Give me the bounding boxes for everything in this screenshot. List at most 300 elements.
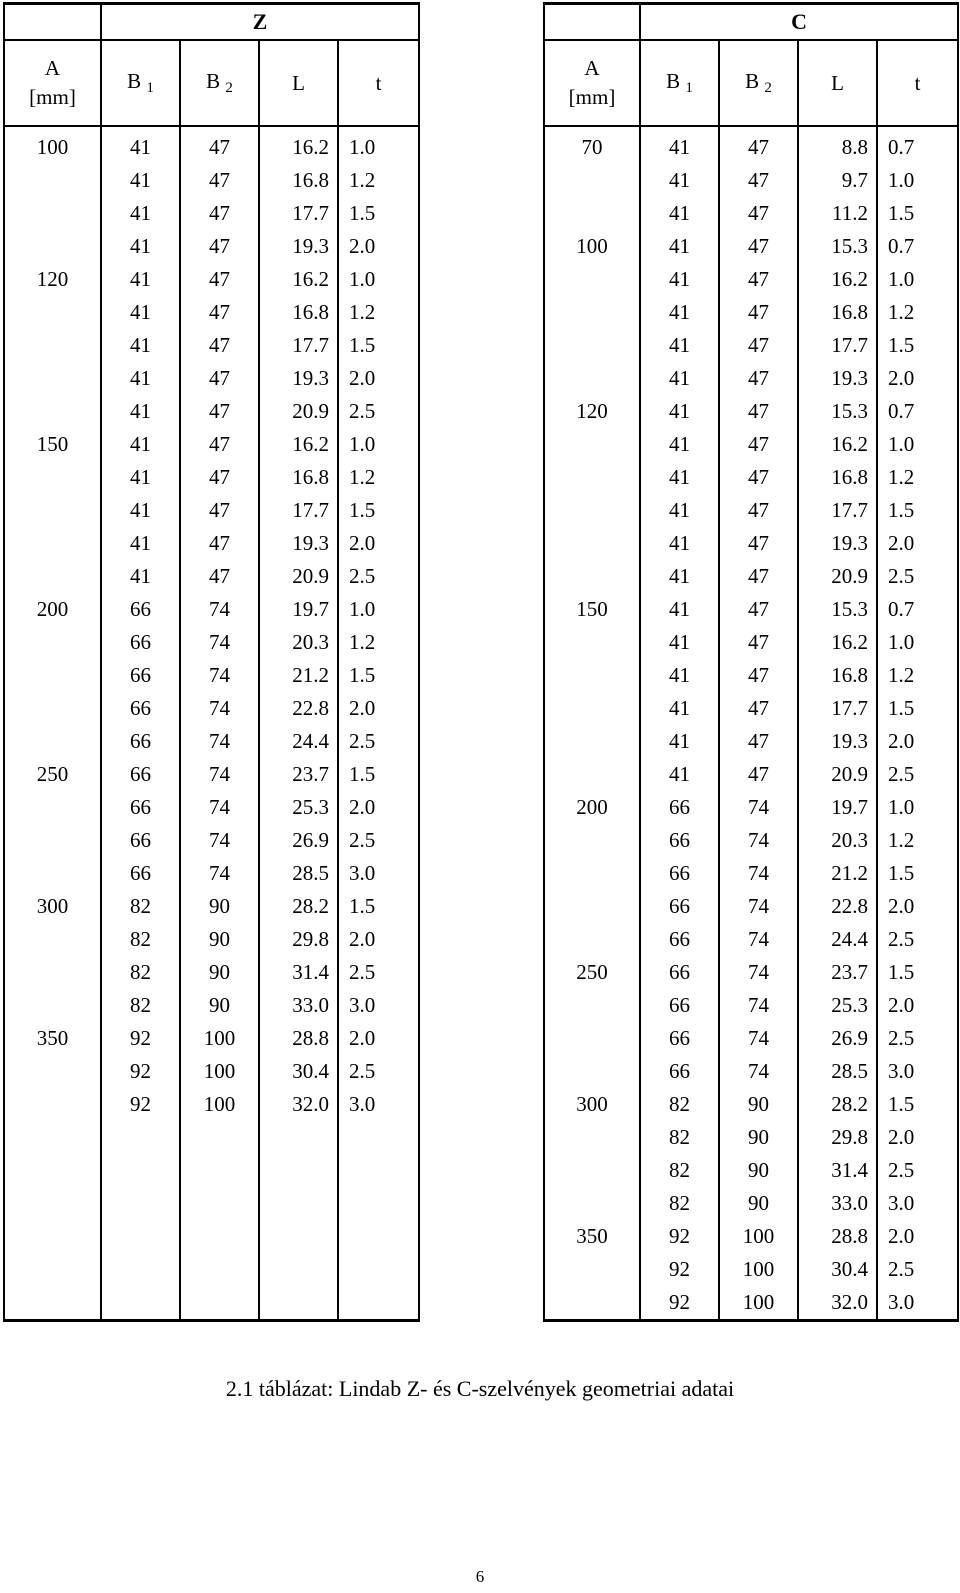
cell-b2: 47	[719, 197, 798, 230]
cell-t: 2.5	[338, 824, 419, 857]
cell-l: 28.2	[798, 1088, 877, 1121]
cell-b1: 66	[101, 593, 180, 626]
cell-b2: 47	[719, 164, 798, 197]
cell-b2: 47	[719, 626, 798, 659]
cell-l: 20.3	[259, 626, 338, 659]
cell-t: 1.2	[877, 824, 958, 857]
cell-l: 26.9	[798, 1022, 877, 1055]
cell-l: 16.2	[259, 428, 338, 461]
header-l: L	[798, 40, 877, 126]
cell-t: 1.0	[338, 263, 419, 296]
table-row	[544, 824, 958, 857]
cell-l: 19.3	[259, 527, 338, 560]
cell-b2: 90	[180, 989, 259, 1022]
table-row	[544, 461, 958, 494]
cell-b2: 47	[719, 692, 798, 725]
cell-b2: 47	[719, 527, 798, 560]
cell-b1	[101, 1154, 180, 1187]
table-row	[544, 1220, 958, 1253]
cell-a	[4, 296, 101, 329]
table-row	[4, 527, 419, 560]
cell-l: 16.2	[798, 263, 877, 296]
page-number: 6	[475, 1567, 485, 1586]
table-row	[544, 659, 958, 692]
cell-t: 2.5	[877, 1022, 958, 1055]
table-row	[544, 1154, 958, 1187]
table-row	[544, 230, 958, 263]
cell-l: 28.5	[259, 857, 338, 890]
table-row	[4, 956, 419, 989]
cell-t: 2.0	[877, 725, 958, 758]
cell-l: 19.7	[259, 593, 338, 626]
cell-b2: 47	[719, 329, 798, 362]
cell-l: 19.7	[798, 791, 877, 824]
cell-b2	[180, 1220, 259, 1253]
cell-a	[4, 791, 101, 824]
table-row	[544, 560, 958, 593]
cell-l: 25.3	[798, 989, 877, 1022]
table-row	[544, 296, 958, 329]
cell-a: 350	[544, 1220, 640, 1253]
cell-t: 2.0	[338, 362, 419, 395]
cell-t: 2.5	[877, 560, 958, 593]
cell-b1: 41	[640, 725, 719, 758]
cell-t: 1.2	[877, 659, 958, 692]
cell-l: 30.4	[798, 1253, 877, 1286]
cell-t: 1.5	[877, 1088, 958, 1121]
cell-a	[4, 164, 101, 197]
cell-t: 1.5	[877, 197, 958, 230]
cell-t: 1.5	[877, 956, 958, 989]
cell-t: 1.5	[877, 494, 958, 527]
cell-b1: 66	[640, 890, 719, 923]
cell-t: 1.0	[338, 131, 419, 164]
cell-t: 1.2	[877, 461, 958, 494]
cell-b1: 41	[640, 329, 719, 362]
cell-b2: 74	[719, 791, 798, 824]
cell-t: 2.0	[338, 791, 419, 824]
cell-t: 2.5	[338, 395, 419, 428]
cell-t: 1.0	[877, 164, 958, 197]
cell-t: 1.5	[338, 890, 419, 923]
cell-a	[544, 923, 640, 956]
cell-t: 2.0	[338, 923, 419, 956]
cell-b2: 74	[719, 1022, 798, 1055]
cell-l: 30.4	[259, 1055, 338, 1088]
cell-b1: 82	[640, 1088, 719, 1121]
cell-l: 11.2	[798, 197, 877, 230]
cell-t: 2.0	[338, 692, 419, 725]
cell-l: 16.8	[259, 461, 338, 494]
cell-b1: 66	[640, 989, 719, 1022]
cell-a	[4, 857, 101, 890]
cell-a	[4, 824, 101, 857]
cell-b2: 47	[719, 428, 798, 461]
cell-t: 1.5	[877, 692, 958, 725]
cell-a	[544, 659, 640, 692]
table-row	[544, 1286, 958, 1321]
cell-b2: 90	[180, 923, 259, 956]
cell-l: 32.0	[798, 1286, 877, 1321]
cell-b2: 74	[719, 890, 798, 923]
table-row	[4, 1253, 419, 1286]
cell-a	[4, 1154, 101, 1187]
table-row	[544, 197, 958, 230]
table-row	[544, 692, 958, 725]
cell-b1: 66	[101, 857, 180, 890]
table-caption: 2.1 táblázat: Lindab Z- és C-szelvények geometriai adatai	[225, 1376, 735, 1401]
cell-b2: 100	[180, 1088, 259, 1121]
cell-a: 200	[4, 593, 101, 626]
cell-b2: 100	[719, 1286, 798, 1321]
cell-a	[4, 395, 101, 428]
cell-t: 2.0	[877, 890, 958, 923]
cell-t: 2.5	[338, 1055, 419, 1088]
cell-b2: 74	[180, 626, 259, 659]
cell-b1: 66	[101, 659, 180, 692]
cell-l: 16.8	[259, 296, 338, 329]
cell-b2: 90	[719, 1187, 798, 1220]
cell-t: 1.2	[338, 164, 419, 197]
cell-t: 2.0	[877, 1121, 958, 1154]
cell-a	[4, 626, 101, 659]
cell-b2: 47	[719, 362, 798, 395]
cell-a	[4, 560, 101, 593]
cell-b1: 41	[640, 626, 719, 659]
cell-l: 20.9	[798, 758, 877, 791]
cell-b2: 100	[180, 1055, 259, 1088]
table-row	[4, 428, 419, 461]
header-b1: B $_1$	[640, 40, 719, 126]
cell-b2: 74	[719, 824, 798, 857]
table-row	[544, 395, 958, 428]
cell-b1: 66	[640, 1055, 719, 1088]
cell-a	[544, 197, 640, 230]
cell-t: 2.0	[877, 989, 958, 1022]
cell-t: 2.5	[338, 956, 419, 989]
cell-b2: 47	[719, 560, 798, 593]
cell-l	[259, 1121, 338, 1154]
cell-b2	[180, 1154, 259, 1187]
table-row	[544, 131, 958, 164]
cell-l: 19.3	[798, 725, 877, 758]
cell-l: 19.3	[798, 362, 877, 395]
header-t: t	[338, 40, 419, 126]
cell-l: 23.7	[259, 758, 338, 791]
cell-b1: 41	[101, 527, 180, 560]
cell-t: 1.2	[338, 296, 419, 329]
cell-b2: 47	[180, 362, 259, 395]
cell-t: 1.5	[877, 857, 958, 890]
cell-l: 17.7	[798, 494, 877, 527]
cell-b1: 66	[640, 857, 719, 890]
table-row	[4, 197, 419, 230]
cell-t: 3.0	[338, 989, 419, 1022]
cell-t: 1.0	[877, 791, 958, 824]
cell-b1: 82	[101, 890, 180, 923]
cell-b1: 41	[640, 692, 719, 725]
cell-l: 33.0	[259, 989, 338, 1022]
cell-t: 0.7	[877, 230, 958, 263]
cell-b1: 41	[101, 329, 180, 362]
header-b1: B $_1$	[101, 40, 180, 126]
cell-b1: 41	[101, 296, 180, 329]
cell-b2: 74	[180, 857, 259, 890]
cell-b2: 47	[180, 395, 259, 428]
cell-t: 1.5	[338, 494, 419, 527]
table-row	[4, 263, 419, 296]
table-row	[544, 1253, 958, 1286]
cell-b1: 41	[640, 758, 719, 791]
cell-a: 150	[544, 593, 640, 626]
cell-b1: 41	[640, 527, 719, 560]
cell-t: 2.0	[338, 230, 419, 263]
cell-t	[338, 1220, 419, 1253]
cell-b2: 90	[719, 1154, 798, 1187]
cell-b2: 47	[719, 494, 798, 527]
cell-l: 26.9	[259, 824, 338, 857]
cell-l: 20.9	[259, 395, 338, 428]
cell-a	[4, 989, 101, 1022]
cell-b1: 41	[101, 263, 180, 296]
cell-l: 17.7	[259, 197, 338, 230]
table-row	[4, 164, 419, 197]
table-row	[544, 956, 958, 989]
table-row	[544, 329, 958, 362]
table-row	[544, 890, 958, 923]
cell-b1: 41	[101, 164, 180, 197]
cell-b1: 41	[640, 494, 719, 527]
cell-b2: 74	[180, 824, 259, 857]
cell-a: 300	[4, 890, 101, 923]
cell-a	[544, 758, 640, 791]
cell-a: 300	[544, 1088, 640, 1121]
cell-b2: 90	[719, 1088, 798, 1121]
cell-l: 20.3	[798, 824, 877, 857]
cell-b1: 41	[101, 131, 180, 164]
cell-b1: 41	[640, 428, 719, 461]
cell-b1: 66	[640, 956, 719, 989]
cell-l	[259, 1154, 338, 1187]
cell-b1: 82	[101, 989, 180, 1022]
cell-b1: 41	[101, 494, 180, 527]
cell-l: 16.8	[798, 461, 877, 494]
cell-l: 8.8	[798, 131, 877, 164]
table-row	[544, 923, 958, 956]
table-row	[4, 1187, 419, 1220]
cell-l: 19.3	[259, 362, 338, 395]
cell-t: 2.5	[877, 1154, 958, 1187]
cell-a	[544, 428, 640, 461]
cell-l: 29.8	[259, 923, 338, 956]
table-row	[4, 1286, 419, 1321]
table-row	[4, 989, 419, 1022]
cell-l	[259, 1286, 338, 1321]
cell-a	[4, 362, 101, 395]
cell-b2: 100	[719, 1220, 798, 1253]
cell-b1: 92	[101, 1088, 180, 1121]
cell-b1: 82	[640, 1154, 719, 1187]
cell-a: 350	[4, 1022, 101, 1055]
cell-a	[544, 494, 640, 527]
cell-l: 17.7	[259, 494, 338, 527]
table-row	[4, 824, 419, 857]
table-row	[4, 890, 419, 923]
table-row	[4, 230, 419, 263]
cell-t: 1.2	[877, 296, 958, 329]
cell-b2: 47	[180, 164, 259, 197]
cell-a	[4, 1121, 101, 1154]
cell-l: 15.3	[798, 230, 877, 263]
cell-a	[4, 494, 101, 527]
cell-b2: 47	[719, 593, 798, 626]
cell-b2: 47	[180, 527, 259, 560]
table-row	[544, 857, 958, 890]
cell-l: 17.7	[259, 329, 338, 362]
cell-b2: 47	[180, 494, 259, 527]
cell-l	[259, 1220, 338, 1253]
cell-l: 31.4	[798, 1154, 877, 1187]
cell-b2: 47	[180, 230, 259, 263]
table-row	[4, 1055, 419, 1088]
cell-b2: 47	[180, 560, 259, 593]
cell-b1: 92	[640, 1253, 719, 1286]
cell-a: 70	[544, 131, 640, 164]
cell-b1: 41	[640, 395, 719, 428]
cell-t: 2.5	[877, 758, 958, 791]
table-row	[544, 1022, 958, 1055]
cell-l: 24.4	[259, 725, 338, 758]
table-row	[4, 131, 419, 164]
cell-a	[4, 923, 101, 956]
cell-a	[544, 296, 640, 329]
cell-l: 19.3	[259, 230, 338, 263]
cell-a	[544, 560, 640, 593]
header-l: L	[259, 40, 338, 126]
cell-t: 1.2	[338, 461, 419, 494]
cell-l: 23.7	[798, 956, 877, 989]
cell-b2: 47	[719, 725, 798, 758]
header-a: A [mm]	[4, 40, 101, 126]
cell-b2: 100	[719, 1253, 798, 1286]
cell-t: 2.0	[877, 362, 958, 395]
table-row	[4, 593, 419, 626]
cell-a	[544, 263, 640, 296]
cell-l: 20.9	[259, 560, 338, 593]
table-row	[544, 428, 958, 461]
cell-b2: 47	[180, 329, 259, 362]
cell-b2: 90	[180, 890, 259, 923]
cell-b1: 41	[640, 560, 719, 593]
cell-a	[4, 1253, 101, 1286]
table-row	[4, 659, 419, 692]
cell-a	[4, 1187, 101, 1220]
cell-a	[4, 956, 101, 989]
cell-a: 200	[544, 791, 640, 824]
table-row	[4, 1121, 419, 1154]
cell-b1	[101, 1187, 180, 1220]
cell-b1	[101, 1286, 180, 1321]
table-row	[544, 362, 958, 395]
cell-b2: 74	[180, 758, 259, 791]
cell-l: 28.2	[259, 890, 338, 923]
table-row	[544, 989, 958, 1022]
cell-a	[544, 725, 640, 758]
cell-b2: 74	[180, 593, 259, 626]
cell-b1: 41	[640, 461, 719, 494]
table-row	[4, 626, 419, 659]
cell-a	[4, 527, 101, 560]
cell-b1: 41	[640, 296, 719, 329]
cell-b2: 47	[719, 230, 798, 263]
cell-t: 3.0	[338, 857, 419, 890]
cell-t: 0.7	[877, 131, 958, 164]
cell-t: 2.5	[338, 725, 419, 758]
cell-b2: 47	[719, 395, 798, 428]
cell-b2: 47	[719, 131, 798, 164]
cell-b2: 47	[180, 428, 259, 461]
cell-b2: 90	[719, 1121, 798, 1154]
cell-b2: 47	[719, 296, 798, 329]
cell-a: 250	[544, 956, 640, 989]
cell-l: 15.3	[798, 593, 877, 626]
cell-b2: 74	[719, 857, 798, 890]
cell-t: 1.5	[338, 659, 419, 692]
cell-l: 19.3	[798, 527, 877, 560]
cell-b2: 74	[180, 659, 259, 692]
cell-l: 16.2	[259, 131, 338, 164]
cell-b2	[180, 1286, 259, 1321]
cell-a	[544, 692, 640, 725]
cell-a	[544, 1055, 640, 1088]
cell-b1: 41	[101, 428, 180, 461]
header-b2: B $_2$	[719, 40, 798, 126]
cell-l: 22.8	[798, 890, 877, 923]
cell-b1: 41	[101, 395, 180, 428]
cell-t: 1.0	[877, 428, 958, 461]
cell-b2: 90	[180, 956, 259, 989]
cell-a	[544, 857, 640, 890]
cell-b2: 47	[719, 758, 798, 791]
cell-b1: 41	[101, 230, 180, 263]
cell-a	[544, 329, 640, 362]
cell-a	[544, 461, 640, 494]
cell-l: 17.7	[798, 329, 877, 362]
table-row	[544, 1121, 958, 1154]
header-b2: B $_2$	[180, 40, 259, 126]
cell-b1: 41	[101, 560, 180, 593]
cell-b1: 82	[640, 1121, 719, 1154]
cell-t: 1.0	[877, 626, 958, 659]
cell-b1: 41	[101, 197, 180, 230]
cell-b2: 74	[719, 923, 798, 956]
cell-l: 33.0	[798, 1187, 877, 1220]
table-row	[4, 1022, 419, 1055]
cell-t: 2.0	[877, 527, 958, 560]
cell-b1: 82	[101, 923, 180, 956]
cell-b2: 100	[180, 1022, 259, 1055]
cell-b2: 74	[719, 956, 798, 989]
cell-l: 20.9	[798, 560, 877, 593]
cell-l	[259, 1187, 338, 1220]
cell-l: 9.7	[798, 164, 877, 197]
cell-l: 31.4	[259, 956, 338, 989]
cell-l: 16.2	[798, 428, 877, 461]
cell-t: 1.0	[877, 263, 958, 296]
cell-l: 32.0	[259, 1088, 338, 1121]
cell-b2: 74	[180, 791, 259, 824]
cell-b1: 66	[101, 791, 180, 824]
